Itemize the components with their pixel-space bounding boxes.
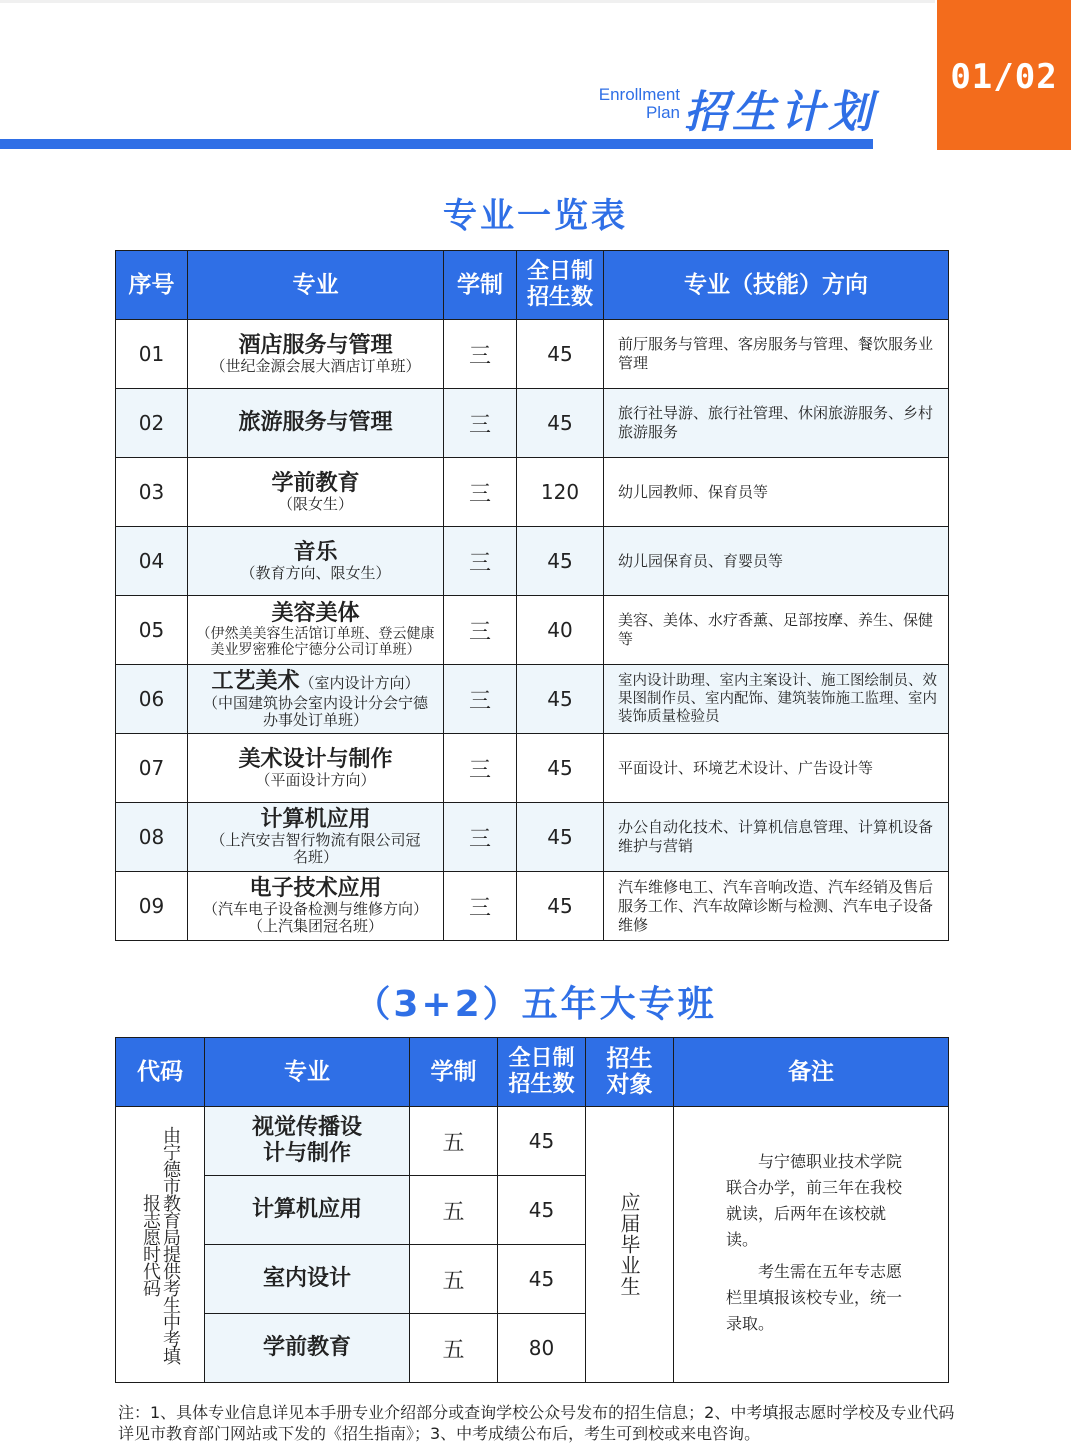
row-years: 三	[444, 803, 517, 872]
row-direction: 旅行社导游、旅行社管理、休闲旅游服务、乡村旅游服务	[604, 389, 949, 458]
table-row	[116, 458, 949, 527]
row-direction: 前厅服务与管理、客房服务与管理、餐饮服务业管理	[604, 320, 949, 389]
table-row	[116, 389, 949, 458]
code-cell	[116, 1107, 205, 1383]
header-no: 序号	[116, 251, 188, 320]
row-years: 五	[410, 1176, 498, 1245]
row-years: 三	[444, 389, 517, 458]
row-count: 45	[517, 803, 604, 872]
row-count: 80	[498, 1314, 586, 1383]
page-number-badge: 01/02	[937, 0, 1071, 150]
row-major	[188, 596, 444, 665]
major-name: 工艺美术	[211, 668, 300, 694]
row-years: 五	[410, 1107, 498, 1176]
row-no: 08	[116, 803, 188, 872]
major-note: （世纪金源会展大酒店订单班）	[210, 356, 421, 375]
row-major	[188, 320, 444, 389]
header-accent-bar	[0, 139, 873, 149]
row-major	[188, 458, 444, 527]
row-years: 三	[444, 872, 517, 941]
header-direction: 专业（技能）方向	[604, 251, 949, 320]
row-count: 45	[517, 389, 604, 458]
row-years: 三	[444, 734, 517, 803]
row-count: 120	[517, 458, 604, 527]
row-count: 45	[517, 734, 604, 803]
row-years: 三	[444, 665, 517, 734]
row-major	[188, 527, 444, 596]
major-name: 美术设计与制作	[238, 746, 393, 772]
header-title: 招生计划	[684, 87, 876, 138]
table-row	[116, 1107, 949, 1176]
row-no: 01	[116, 320, 188, 389]
row-no: 07	[116, 734, 188, 803]
row-count: 45	[498, 1107, 586, 1176]
major-name: 计算机应用	[260, 807, 371, 832]
row-no: 09	[116, 872, 188, 941]
row-direction: 美容、美体、水疗香薰、足部按摩、养生、保健等	[604, 596, 949, 665]
header-years: 学制	[444, 251, 517, 320]
header-years: 学制	[410, 1038, 498, 1107]
table-row	[116, 665, 949, 734]
major-name: 音乐	[293, 539, 338, 565]
row-no: 02	[116, 389, 188, 458]
row-direction: 平面设计、环境艺术设计、广告设计等	[604, 734, 949, 803]
header-code: 代码	[116, 1038, 205, 1107]
header-en-line2: Plan	[645, 103, 680, 122]
row-no: 05	[116, 596, 188, 665]
row-direction: 幼儿园教师、保育员等	[604, 458, 949, 527]
header-target	[586, 1038, 674, 1107]
header-target-text: 招生对象	[606, 1046, 653, 1098]
header-en-line1: Enrollment	[598, 85, 680, 104]
top-divider	[0, 0, 935, 3]
row-major	[188, 665, 444, 734]
row-no: 03	[116, 458, 188, 527]
row-major	[188, 389, 444, 458]
table-row	[116, 527, 949, 596]
row-count: 45	[498, 1176, 586, 1245]
section2-title: （3+2）五年大专班	[354, 984, 717, 1025]
row-direction: 办公自动化技术、计算机信息管理、计算机设备维护与营销	[604, 803, 949, 872]
row-major: 计算机应用	[205, 1176, 410, 1245]
row-major	[188, 734, 444, 803]
major-inline-note: （室内设计方向）	[299, 673, 420, 692]
row-direction: 汽车维修电工、汽车音响改造、汽车经销及售后服务工作、汽车故障诊断与检测、汽车电子设备维修	[604, 872, 949, 941]
row-years: 三	[444, 458, 517, 527]
table-row	[116, 596, 949, 665]
header-major: 专业	[188, 251, 444, 320]
row-major	[188, 803, 444, 872]
table-header-row	[116, 1038, 949, 1107]
five-year-table	[115, 1037, 949, 1383]
row-years: 三	[444, 320, 517, 389]
row-years: 三	[444, 527, 517, 596]
target-cell	[586, 1107, 674, 1383]
row-count: 45	[517, 665, 604, 734]
code-text: 由宁德市教育局提供考生中考填报志愿时代码	[140, 1125, 181, 1364]
major-note: （汽车电子设备检测与维修方向）（上汽集团冠名班）	[202, 900, 428, 935]
major-name: 美容美体	[271, 601, 360, 626]
row-count: 45	[498, 1245, 586, 1314]
major-name: 电子技术应用	[249, 876, 382, 901]
major-name: 旅游服务与管理	[238, 410, 393, 435]
major-note: （平面设计方向）	[255, 770, 376, 789]
row-major	[188, 872, 444, 941]
header-remark: 备注	[674, 1038, 949, 1107]
table-row	[116, 803, 949, 872]
row-count: 40	[517, 596, 604, 665]
row-major: 学前教育	[205, 1314, 410, 1383]
row-count: 45	[517, 527, 604, 596]
section1-title: 专业一览表	[443, 196, 628, 236]
row-count: 45	[517, 320, 604, 389]
header-major: 专业	[205, 1038, 410, 1107]
major-note: （上汽安吉智行物流有限公司冠名班）	[210, 831, 421, 866]
table-row	[116, 734, 949, 803]
footnote: 注：1、具体专业信息详见本手册专业介绍部分或查询学校公众号发布的招生信息；2、中考填报志愿时学校及专业代码详见市教育部门网站或下发的《招生指南》；3、中考成绩公布后，考生可到校或来电咨询。	[118, 1403, 955, 1443]
major-list-table	[115, 250, 949, 941]
target-text: 应届毕业生	[617, 1192, 641, 1297]
major-note: （伊然美美容生活馆订单班、登云健康美业罗密雅伦宁德分公司订单班）	[196, 626, 435, 658]
row-no: 04	[116, 527, 188, 596]
row-major: 室内设计	[205, 1245, 410, 1314]
header-count	[498, 1038, 586, 1107]
row-major	[205, 1107, 410, 1176]
table-row	[116, 872, 949, 941]
row-years: 五	[410, 1245, 498, 1314]
table-header-row	[116, 251, 949, 320]
remark-paragraph-2: 考生需在五年专志愿栏里填报该校专业，统一录取。	[726, 1261, 903, 1333]
major-name: 学前教育	[271, 470, 360, 496]
row-years: 五	[410, 1314, 498, 1383]
major-name: 视觉传播设计与制作	[251, 1115, 362, 1166]
row-no: 06	[116, 665, 188, 734]
major-note: （教育方向、限女生）	[240, 563, 391, 582]
row-years: 三	[444, 596, 517, 665]
header-count-text: 全日制招生数	[526, 259, 593, 310]
major-note: （限女生）	[277, 494, 353, 513]
table-row	[116, 320, 949, 389]
remark-cell	[674, 1107, 949, 1383]
header-english	[588, 86, 680, 122]
row-direction: 室内设计助理、室内主案设计、施工图绘制员、效果图制作员、室内配饰、建筑装饰施工监理、室内装饰质量检验员	[604, 665, 949, 734]
row-direction: 幼儿园保育员、育婴员等	[604, 527, 949, 596]
major-name: 酒店服务与管理	[238, 332, 393, 358]
header-count	[517, 251, 604, 320]
major-name-line	[188, 670, 443, 695]
remark-paragraph-1: 与宁德职业技术学院联合办学，前三年在我校就读，后两年在该校就读。	[726, 1151, 903, 1249]
row-count: 45	[517, 872, 604, 941]
major-note: （中国建筑协会室内设计分会宁德办事处订单班）	[202, 693, 428, 729]
header-count-text: 全日制招生数	[508, 1046, 575, 1097]
